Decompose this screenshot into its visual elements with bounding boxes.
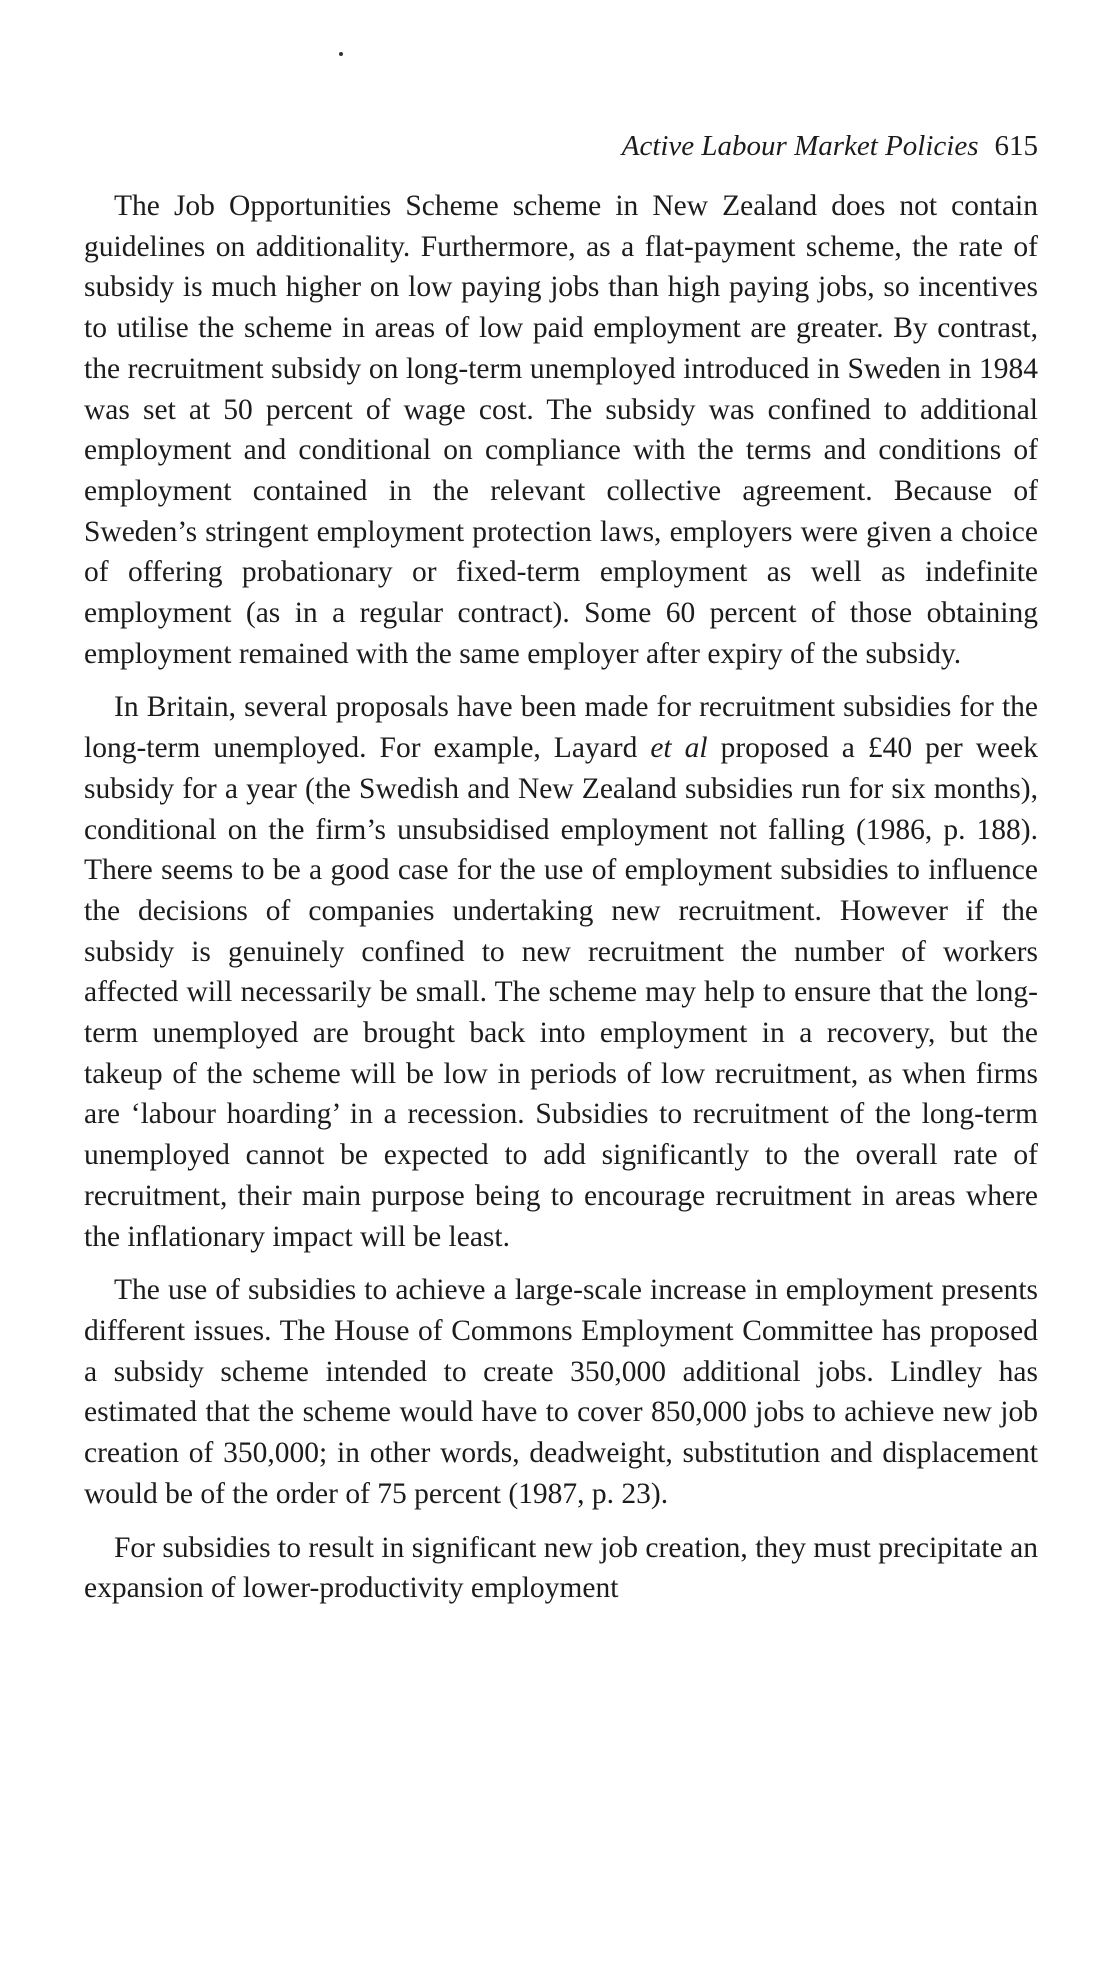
body-text: [84, 186, 1038, 1609]
running-head-title: Active Labour Market Policies: [621, 130, 979, 162]
paragraph-large-scale-subsidies: The use of subsidies to achieve a large-scale increase in employment presents different issues. The House of Commons Employment Committee has proposed a subsidy scheme intended to create 350,000 additional jobs. Lindley has estimated that the scheme would have to cover 850,000 jobs to achieve new job creation of 350,000; in other words, deadweight, substitution and displacement would be of the order of 75 percent (1987, p. 23).: [84, 1274, 1038, 1510]
page-number: 615: [994, 130, 1038, 162]
paragraph-jos-new-zealand: The Job Opportunities Scheme scheme in New Zealand does not contain guidelines on additionality. Furthermore, as a flat-payment scheme, the rate of subsidy is much higher on low paying jobs than high paying jobs, so incentives to utilise the scheme in areas of low paid employment are greater. By contrast, the recruitment subsidy on long-term unemployed introduced in Sweden in 1984 was set at 50 percent of wage cost. The subsidy was confined to additional employment and conditional on compliance with the terms and conditions of employment contained in the relevant collective agreement. Because of Sweden’s stringent employment protection laws, employers were given a choice of offering probationary or fixed-term employment as well as indefinite employment (as in a regular contract). Some 60 percent of those obtaining employment remained with the same employer after expiry of the subsidy.: [84, 190, 1038, 670]
paragraph-britain-text-end: proposed a £40 per week subsidy for a year (the Swedish and New Zealand subsidies run for six months), conditional on the firm’s unsubsidised employment not falling (1986, p. 188). There seems to be a good case for the use of employment subsidies to influence the decisions of companies undertaking new recruitment. However if the subsidy is genuinely confined to new recruitment the number of workers affected will necessarily be small. The scheme may help to ensure that the long-term unemployed are brought back into employment in a recovery, but the takeup of the scheme will be low in periods of low recruitment, as when firms are ‘labour hoarding’ in a recession. Subsidies to recruitment of the long-term unemployed cannot be expected to add significantly to the overall rate of recruitment, their main purpose being to encourage recruitment in areas where the inflationary impact will be least.: [84, 732, 1038, 1253]
paragraph-job-creation: For subsidies to result in significant new job creation, they must precipitate an expansion of lower-productivity employment: [84, 1531, 1038, 1605]
print-speck: [339, 52, 343, 56]
et-al-italic: et al: [650, 732, 708, 765]
paragraph-britain-proposals: [84, 687, 1038, 1257]
paragraph-britain-text-start: In Britain, several proposals have been made for recruitment subsidies for the long-term unemployed. For example, Layard: [84, 691, 1038, 765]
running-head: [0, 128, 1038, 164]
